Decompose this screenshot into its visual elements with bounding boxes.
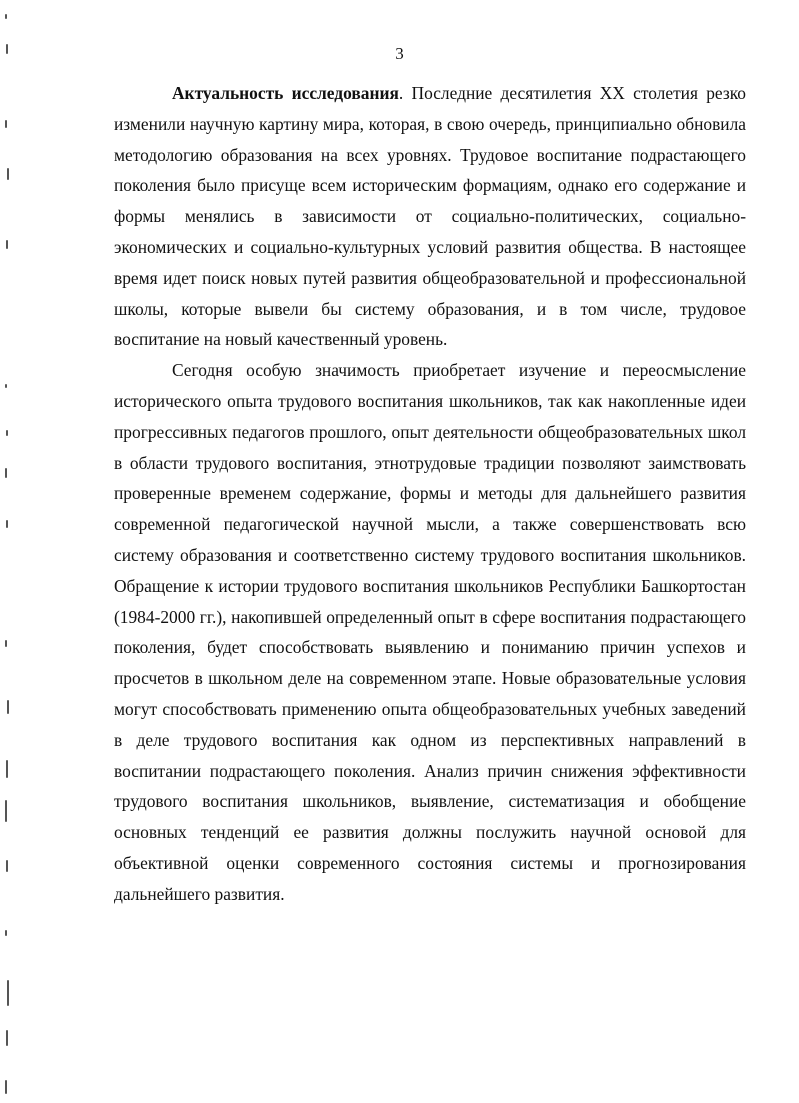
paragraph-text: . Последние десятилетия XX столетия резко изменили научную картину мира, которая, в свою очередь, принципиально обновила методологию образования на всех уровнях. Трудовое воспитание подрастающего поколения было присуще всем историческим формациям, однако его содержание и формы менялись в зависимости от социально-политических, социально-экономических и социально-культурных условий развития общества. В настоящее время идет поиск новых путей развития общеобразовательной и профессиональной школы, которые вывели бы систему образования, и в том числе, трудовое воспитание на новый качественный уровень.: [114, 83, 746, 350]
scan-margin-noise: [2, 0, 16, 1103]
paragraph-relevance: [114, 78, 746, 355]
page-number: 3: [395, 44, 404, 63]
paragraph-text: Сегодня особую значимость приобретает изучение и переосмысление исторического опыта трудового воспитания школьников, так как накопленные идеи прогрессивных педагогов прошлого, опыт деятельности общеобразовательных школ в области трудового воспитания, этнотрудовые традиции позволяют заимствовать проверенные временем содержание, формы и методы для дальнейшего развития современной педагогической научной мысли, а также совершенствовать всю систему образования и соответственно систему трудового воспитания школьников. Обращение к истории трудового воспитания школьников Республики Башкортостан (1984-2000 гг.), накопившей определенный опыт в сфере воспитания подрастающего поколения, будет способствовать выявлению и пониманию причин успехов и просчетов в школьном деле на современном этапе. Новые образовательные условия могут способствовать применению опыта общеобразовательных учебных заведений в деле трудового воспитания как одном из перспективных направлений в воспитании подрастающего поколения. Анализ причин снижения эффективности трудового воспитания школьников, выявление, систематизация и обобщение основных тенденций ее развития должны послужить научной основой для объективной оценки современного состояния системы и прогнозирования дальнейшего развития.: [114, 360, 746, 904]
paragraph-history: [114, 355, 746, 909]
paragraph-lead-heading: Актуальность исследования: [172, 83, 399, 103]
body-text: [114, 78, 746, 910]
